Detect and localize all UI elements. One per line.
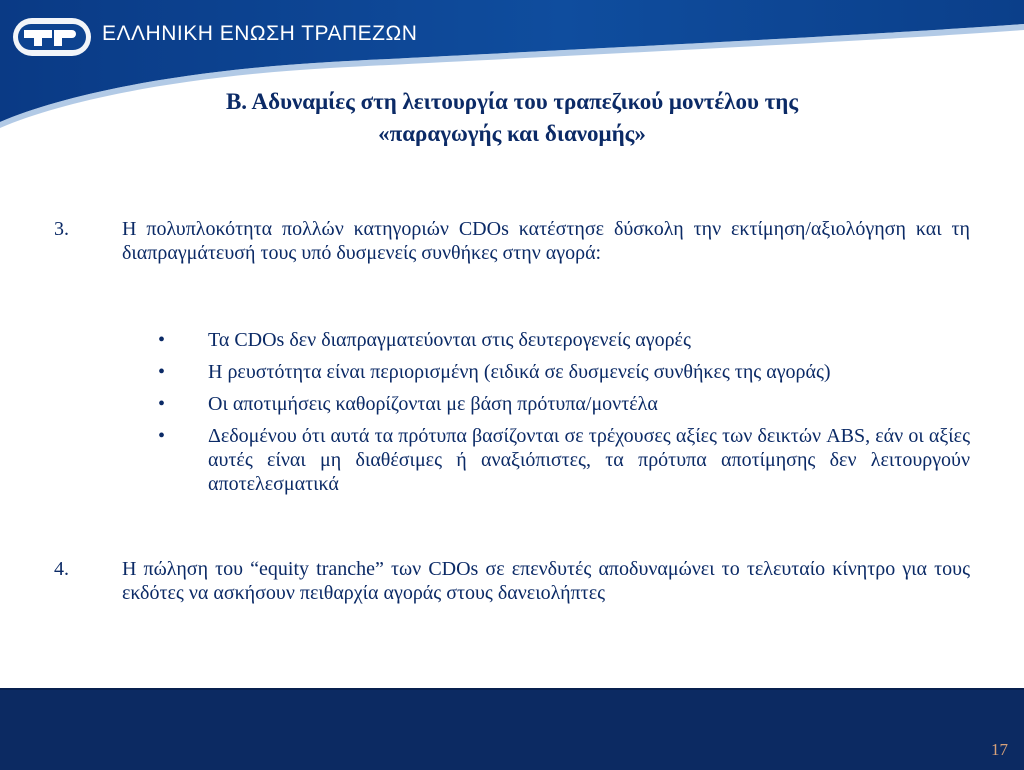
item-text: Η πολυπλοκότητα πολλών κατηγοριών CDOs κατέστησε δύσκολη την εκτίμηση/αξιολόγηση και τη διαπραγμάτευσή τους υπό δυσμενείς συνθήκες στην αγορά: [122,218,970,264]
bullet-item [158,424,970,496]
item-number: 3. [54,218,69,240]
organization-name: ΕΛΛΗΝΙΚΗ ΕΝΩΣΗ ΤΡΑΠΕΖΩΝ [102,22,418,45]
numbered-item-4 [54,557,970,605]
bullet-icon: • [158,425,166,447]
slide-title-line1: Β. Αδυναμίες στη λειτουργία του τραπεζικού μοντέλου της [225,89,799,114]
bullet-text: Οι αποτιμήσεις καθορίζονται με βάση πρότυπα/μοντέλα [208,393,658,415]
slide-footer [0,688,1024,770]
bullet-item [158,328,970,352]
bullet-text: Η ρευστότητα είναι περιορισμένη (ειδικά σε δυσμενείς συνθήκες της αγοράς) [208,361,831,383]
bullet-icon: • [158,361,166,383]
bullet-icon: • [158,329,166,351]
bullet-text: Τα CDOs δεν διαπραγματεύονται στις δευτερογενείς αγορές [208,329,691,351]
bullet-item [158,392,970,416]
slide-title [120,86,904,150]
page-number: 17 [991,740,1008,759]
bullet-icon: • [158,393,166,415]
slide-title-line2: «παραγωγής και διανομής» [378,121,646,146]
item-number: 4. [54,558,69,580]
item-text: Η πώληση του “equity tranche” των CDOs σε επενδυτές αποδυναμώνει το τελευταίο κίνητρο για τους εκδότες να ασκήσουν πειθαρχία αγοράς στους δανειολήπτες [122,558,970,604]
bullet-item [158,360,970,384]
bullet-list [158,328,970,504]
bullet-text: Δεδομένου ότι αυτά τα πρότυπα βασίζονται σε τρέχουσες αξίες των δεικτών ABS, εάν οι αξίες αυτές είναι μη διαθέσιμες ή αναξιόπιστες, τα πρότυπα αποτίμησης δεν λειτουργούν αποτελεσματικά [208,425,970,495]
numbered-item-3 [54,217,970,265]
